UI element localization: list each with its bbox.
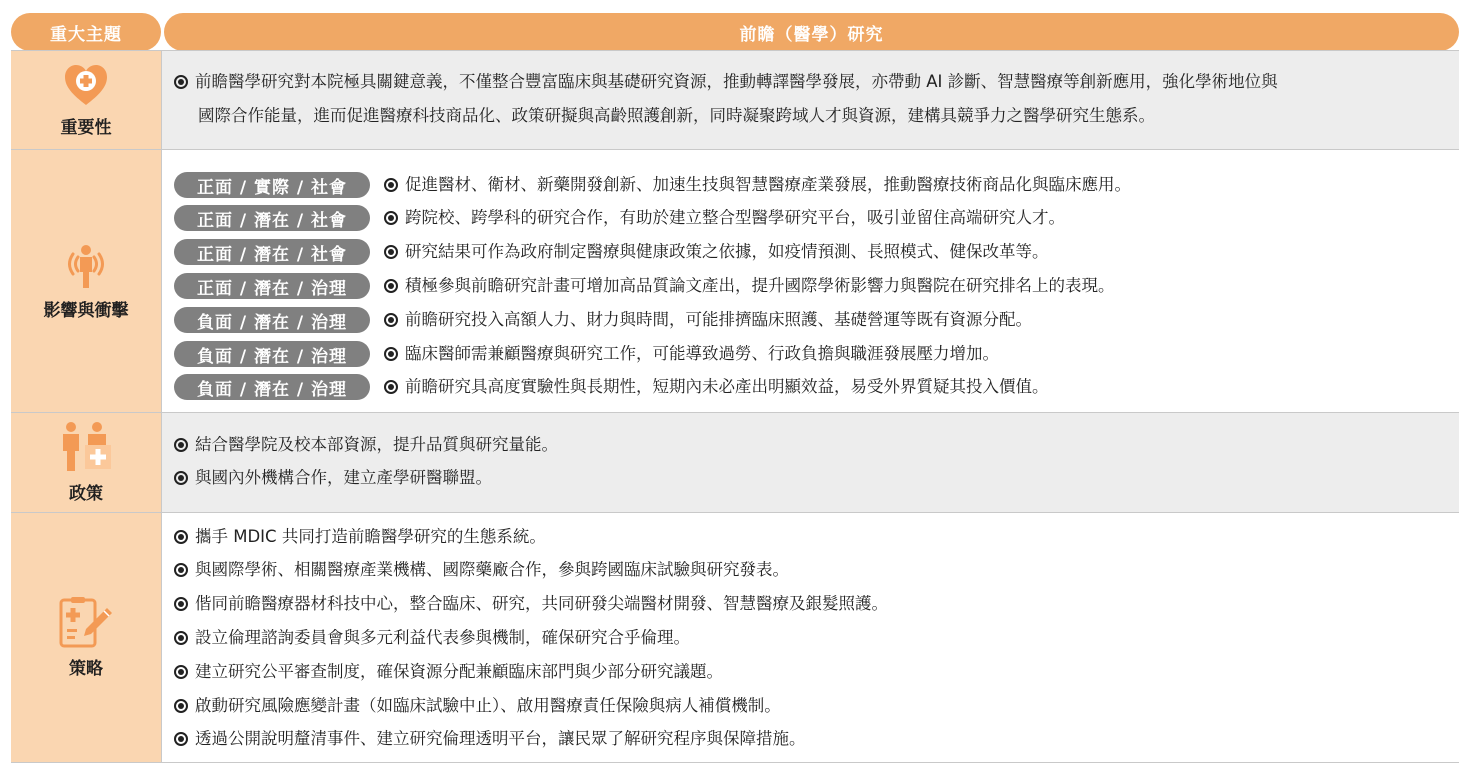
impact-tag: 正面 / 實際 / 社會 [174, 172, 370, 198]
bullet-icon [384, 245, 398, 259]
bullet-icon [174, 732, 188, 746]
importance-line-2: 國際合作能量，進而促進醫療科技商品化、政策研擬與高齡照護創新，同時凝聚跨域人才與資源，建構具競爭力之醫學研究生態系。 [198, 106, 1155, 125]
impact-text: 臨床醫師需兼顧醫療與研究工作，可能導致過勞、行政負擔與職涯發展壓力增加。 [384, 344, 999, 364]
bullet-icon [384, 279, 398, 293]
importance-label: 重要性 [60, 117, 112, 138]
bullet-icon [174, 665, 188, 679]
strategy-line: 建立研究公平審查制度，確保資源分配兼顧臨床部門與少部分研究議題。 [174, 662, 723, 682]
row-impact [11, 149, 1459, 412]
importance-label-cell [11, 51, 162, 149]
importance-line-1: 前瞻醫學研究對本院極具關鍵意義，不僅整合豐富臨床與基礎研究資源，推動轉譯醫學發展，亦帶動 AI 診斷、智慧醫療等創新應用，強化學術地位與 [174, 72, 1278, 92]
header-topic: 重大主題 [11, 13, 161, 51]
impact-tag: 正面 / 潛在 / 社會 [174, 239, 370, 265]
impact-tag: 正面 / 潛在 / 社會 [174, 205, 370, 231]
header-title: 前瞻（醫學）研究 [164, 13, 1459, 51]
strategy-line: 設立倫理諮詢委員會與多元利益代表參與機制，確保研究合乎倫理。 [174, 628, 690, 648]
impact-tag: 負面 / 潛在 / 治理 [174, 374, 370, 400]
impact-label-cell [11, 150, 162, 412]
bullet-icon [384, 313, 398, 327]
impact-text: 促進醫材、衛材、新藥開發創新、加速生技與智慧醫療產業發展，推動醫療技術商品化與臨床應用。 [384, 175, 1131, 195]
strategy-label-cell [11, 513, 162, 762]
bullet-icon [174, 530, 188, 544]
policy-label: 政策 [69, 484, 103, 504]
policy-line: 結合醫學院及校本部資源，提升品質與研究量能。 [174, 435, 558, 455]
people-medical-icon [59, 421, 113, 473]
impact-text: 前瞻研究投入高額人力、財力與時間，可能排擠臨床照護、基礎營運等既有資源分配。 [384, 310, 1032, 330]
clipboard-pen-icon [59, 596, 113, 648]
importance-content [162, 51, 1459, 149]
impact-text: 跨院校、跨學科的研究合作，有助於建立整合型醫學研究平台，吸引並留住高端研究人才。 [384, 208, 1065, 228]
policy-label-cell [11, 413, 162, 512]
impact-tag: 正面 / 潛在 / 治理 [174, 273, 370, 299]
impact-tag: 負面 / 潛在 / 治理 [174, 307, 370, 333]
strategy-line: 啟動研究風險應變計畫（如臨床試驗中止）、啟用醫療責任保險與病人補償機制。 [174, 696, 781, 716]
impact-content [162, 150, 1459, 412]
bullet-icon [174, 699, 188, 713]
strategy-line: 偕同前瞻醫療器材科技中心，整合臨床、研究，共同研發尖端醫材開發、智慧醫療及銀髮照護。 [174, 594, 888, 614]
impact-text: 前瞻研究具高度實驗性與長期性，短期內未必產出明顯效益，易受外界質疑其投入價值。 [384, 377, 1049, 397]
strategy-label: 策略 [69, 659, 103, 679]
impact-tag: 負面 / 潛在 / 治理 [174, 341, 370, 367]
bullet-icon [384, 178, 398, 192]
bullet-icon [384, 380, 398, 394]
bullet-icon [174, 75, 188, 89]
strategy-content [162, 513, 1459, 762]
row-importance [11, 50, 1459, 149]
bullet-icon [174, 631, 188, 645]
bullet-icon [174, 563, 188, 577]
bullet-icon [384, 347, 398, 361]
bullet-icon [174, 438, 188, 452]
strategy-line: 與國際學術、相關醫療產業機構、國際藥廠合作，參與跨國臨床試驗與研究發表。 [174, 560, 789, 580]
bullet-icon [174, 597, 188, 611]
bullet-icon [174, 471, 188, 485]
policy-line: 與國內外機構合作，建立產學研醫聯盟。 [174, 468, 492, 488]
impact-text: 積極參與前瞻研究計畫可增加高品質論文產出，提升國際學術影響力與醫院在研究排名上的表現。 [384, 276, 1115, 296]
bullet-icon [384, 211, 398, 225]
impact-text: 研究結果可作為政府制定醫療與健康政策之依據，如疫情預測、長照模式、健保改革等。 [384, 242, 1049, 262]
strategy-line: 攜手 MDIC 共同打造前瞻醫學研究的生態系統。 [174, 527, 546, 547]
strategy-line: 透過公開說明釐清事件、建立研究倫理透明平台，讓民眾了解研究程序與保障措施。 [174, 729, 806, 749]
heart-medical-icon [63, 63, 109, 107]
row-policy [11, 412, 1459, 512]
impact-label: 影響與衝擊 [43, 300, 129, 321]
row-strategy [11, 512, 1459, 763]
policy-content [162, 413, 1459, 512]
person-broadcast-icon [62, 242, 110, 290]
